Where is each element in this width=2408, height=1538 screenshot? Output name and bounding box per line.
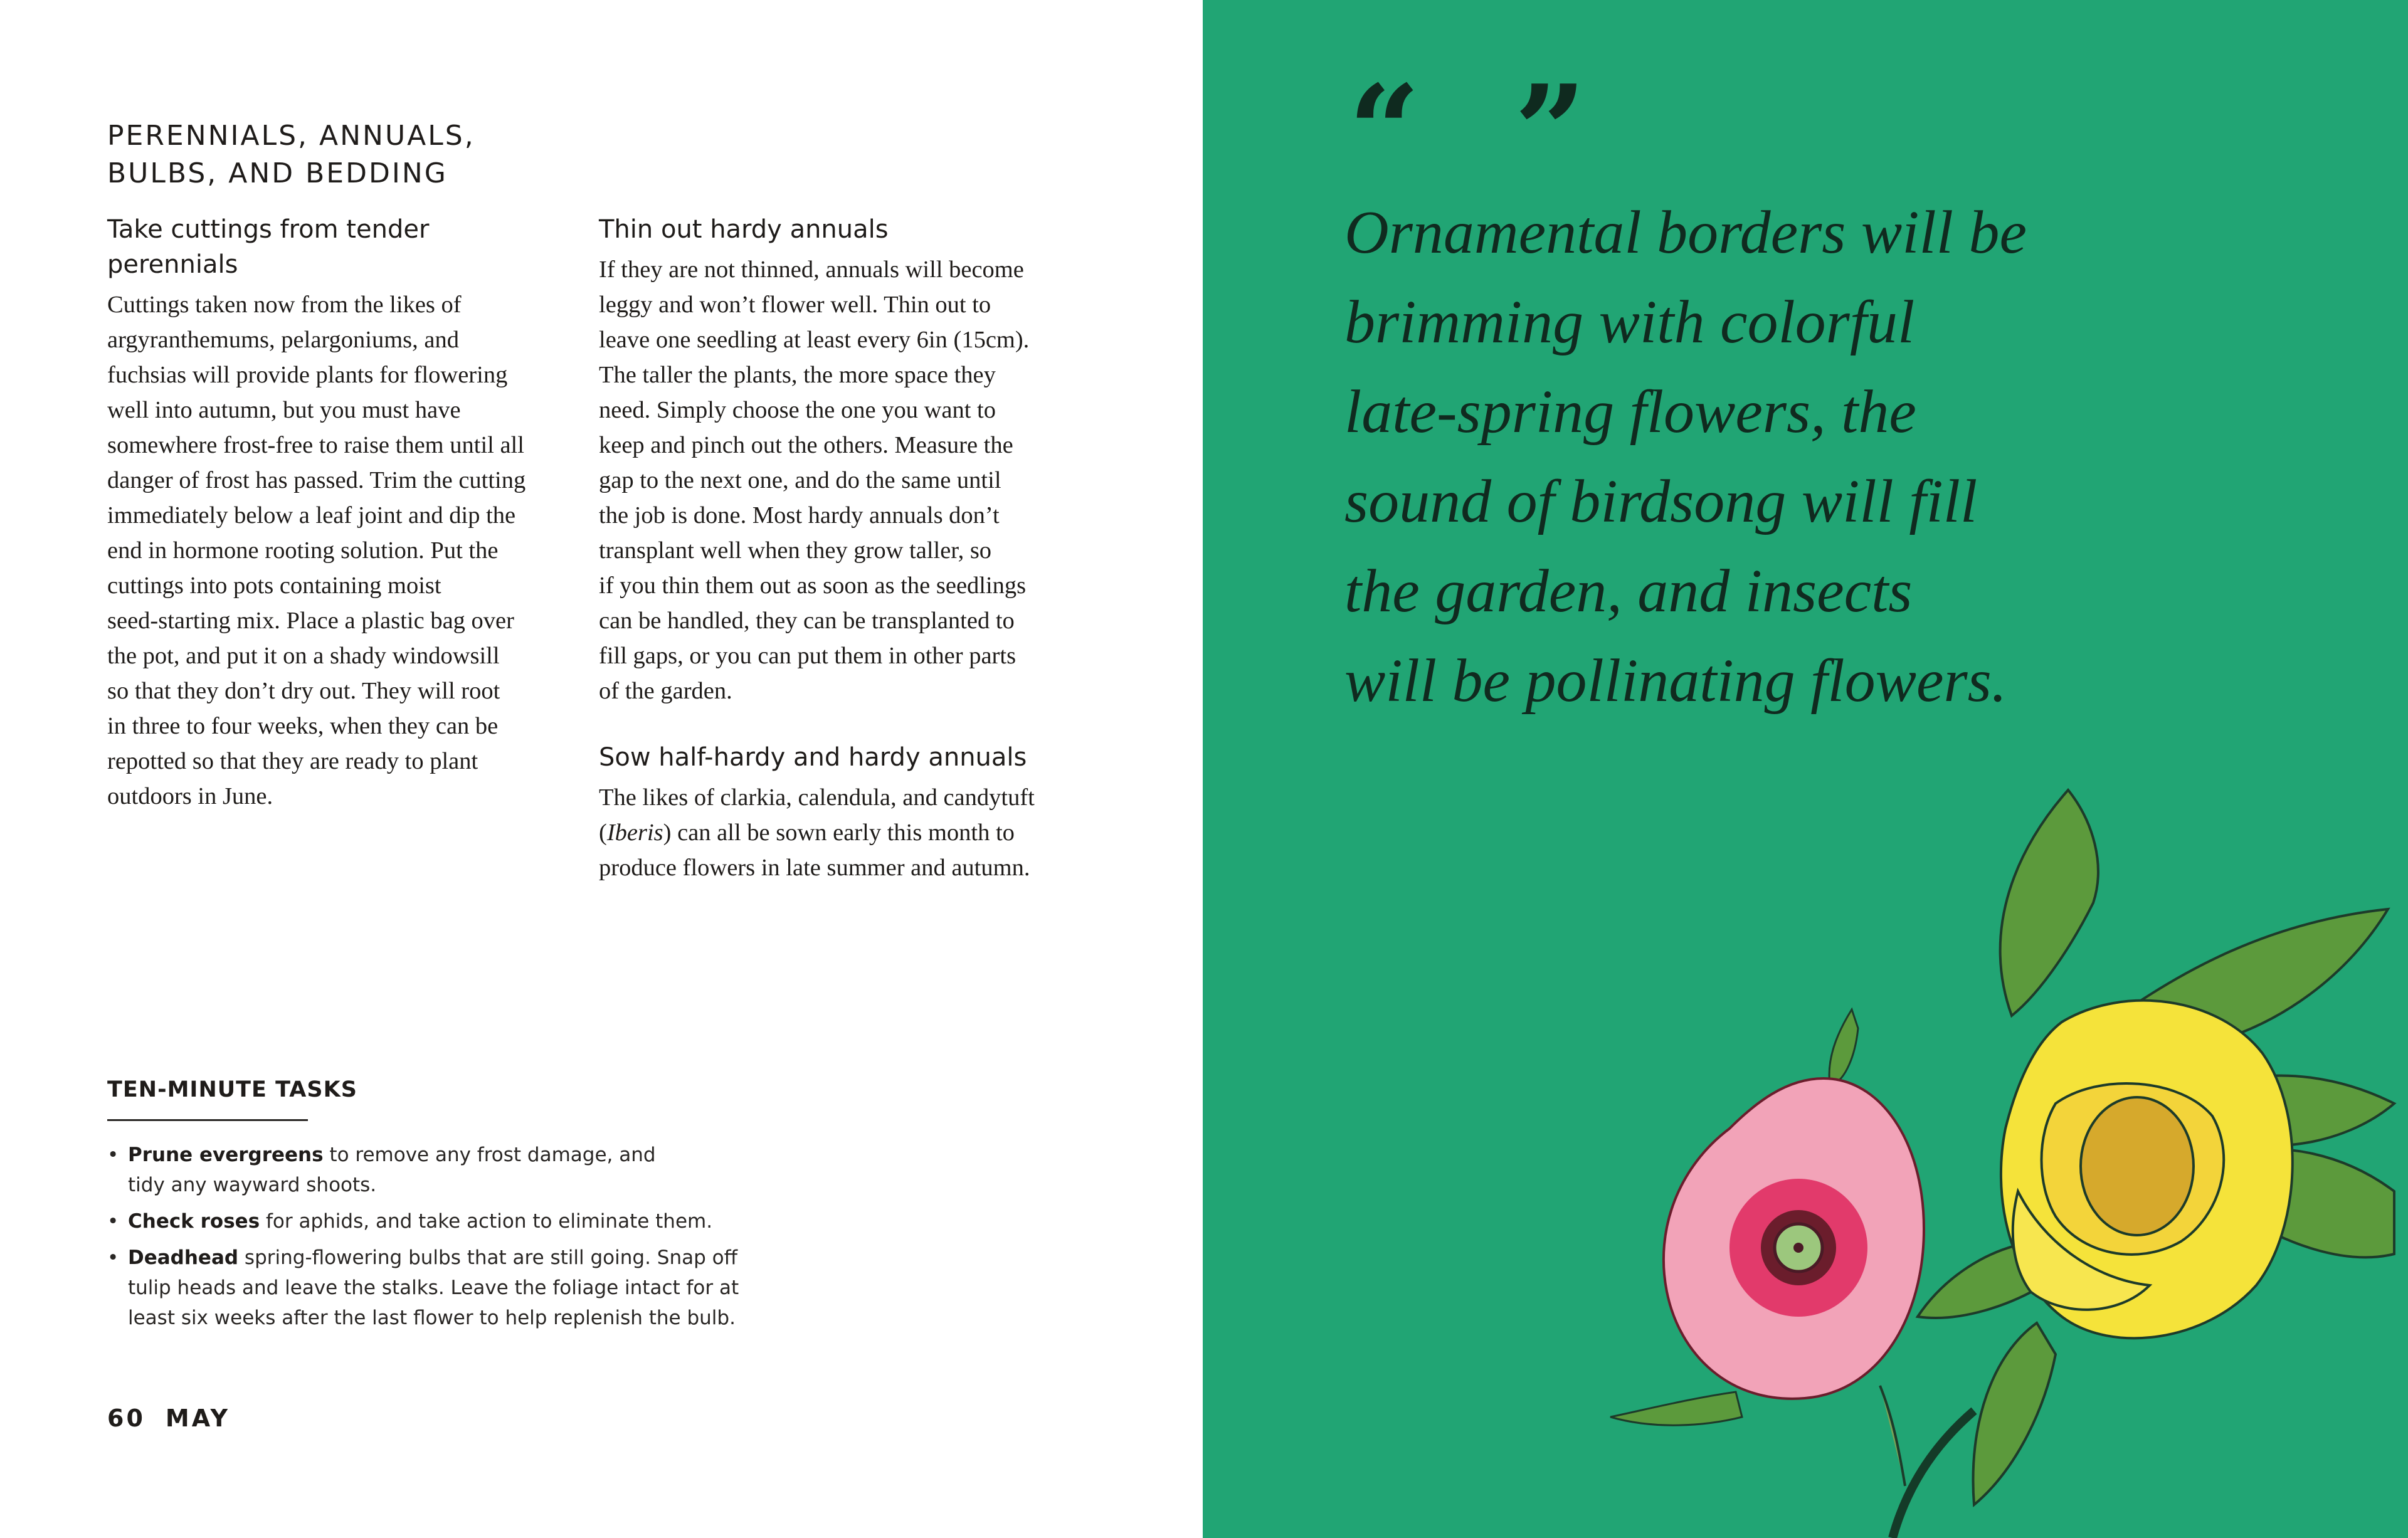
body-line: end in hormone rooting solution. Put the bbox=[107, 537, 499, 564]
quote-line: late-spring flowers, the bbox=[1344, 378, 1916, 446]
task-label: Check roses bbox=[128, 1210, 260, 1233]
body-line: leave one seedling at least every 6in (15cm). bbox=[599, 327, 1030, 353]
body-line: cuttings into pots containing moist bbox=[107, 572, 441, 599]
pull-quote bbox=[1344, 188, 2160, 726]
body-line: transplant well when they grow taller, so bbox=[599, 537, 992, 564]
body-line: the pot, and put it on a shady windowsill bbox=[107, 643, 500, 669]
body-line: seed-starting mix. Place a plastic bag over bbox=[107, 608, 514, 634]
spacer bbox=[599, 708, 1075, 740]
folio-month: MAY bbox=[165, 1404, 230, 1432]
body-line: can be handled, they can be transplanted to bbox=[599, 608, 1015, 634]
body-line: The likes of clarkia, calendula, and candytuft bbox=[599, 784, 1035, 811]
task-text: for aphids, and take action to eliminate them. bbox=[260, 1210, 713, 1233]
quote-marks-icon: “ ” bbox=[1348, 58, 1612, 205]
latin-name: Iberis bbox=[606, 819, 663, 846]
body-line: so that they don’t dry out. They will root bbox=[107, 678, 500, 704]
quote-line: Ornamental borders will be bbox=[1344, 199, 2027, 266]
flower-illustration bbox=[1203, 752, 2408, 1538]
bullet-icon: • bbox=[107, 1246, 119, 1269]
task-item bbox=[107, 1140, 692, 1200]
yellow-flower-icon bbox=[2001, 1001, 2293, 1339]
pink-flower-icon bbox=[1664, 1078, 1924, 1399]
section-title-line-2: BULBS, AND BEDDING bbox=[107, 157, 448, 190]
page-folio bbox=[107, 1404, 230, 1432]
body-line: if you thin them out as soon as the seedlings bbox=[599, 572, 1027, 599]
body-line: fuchsias will provide plants for flowering bbox=[107, 362, 508, 388]
body-line: gap to the next one, and do the same until bbox=[599, 467, 1001, 493]
body-line: produce flowers in late summer and autumn. bbox=[599, 855, 1030, 881]
task-label: Prune evergreens bbox=[128, 1144, 324, 1166]
bullet-icon: • bbox=[107, 1144, 119, 1166]
right-page bbox=[1203, 0, 2408, 1538]
body-line: leggy and won’t flower well. Thin out to bbox=[599, 292, 991, 318]
body-line: well into autumn, but you must have bbox=[107, 397, 461, 423]
ten-minute-tasks-divider bbox=[107, 1119, 308, 1121]
ten-minute-tasks-list bbox=[107, 1140, 828, 1339]
quote-line: will be pollinating flowers. bbox=[1344, 647, 2007, 715]
ten-minute-tasks-title: TEN-MINUTE TASKS bbox=[107, 1077, 357, 1102]
quote-line: the garden, and insects bbox=[1344, 557, 1913, 625]
body-line: repotted so that they are ready to plant bbox=[107, 748, 478, 774]
left-page bbox=[0, 0, 1203, 1538]
task-item bbox=[107, 1243, 780, 1333]
paren: ( bbox=[599, 819, 607, 846]
body-text-span: ) can all be sown early this month to bbox=[663, 819, 1015, 846]
page-number: 60 bbox=[107, 1404, 145, 1432]
article-body-thin-out bbox=[599, 252, 1075, 708]
body-line: danger of frost has passed. Trim the cutting bbox=[107, 467, 526, 493]
body-line: the job is done. Most hardy annuals don’t bbox=[599, 502, 1000, 529]
body-line: need. Simply choose the one you want to bbox=[599, 397, 996, 423]
task-item bbox=[107, 1206, 828, 1236]
quote-line: sound of birdsong will fill bbox=[1344, 468, 1978, 535]
column-right bbox=[599, 212, 1075, 885]
task-text: to remove any frost damage, and tidy any wayward shoots. bbox=[128, 1144, 656, 1196]
stem-icon bbox=[1893, 1411, 1974, 1538]
body-line: fill gaps, or you can put them in other parts bbox=[599, 643, 1017, 669]
article-heading-sow-annuals: Sow half-hardy and hardy annuals bbox=[599, 743, 1027, 772]
quote-line: brimming with colorful bbox=[1344, 288, 1915, 356]
body-line: argyranthemums, pelargoniums, and bbox=[107, 327, 459, 353]
section-title-line-1: PERENNIALS, ANNUALS, bbox=[107, 120, 475, 152]
body-line: The taller the plants, the more space they bbox=[599, 362, 996, 388]
section-title bbox=[107, 117, 609, 192]
body-line: immediately below a leaf joint and dip the bbox=[107, 502, 516, 529]
task-label: Deadhead bbox=[128, 1246, 239, 1269]
article-body-sow-annuals bbox=[599, 780, 1075, 885]
column-left bbox=[107, 212, 565, 814]
article-heading-thin-out: Thin out hardy annuals bbox=[599, 215, 889, 244]
body-line: of the garden. bbox=[599, 678, 732, 704]
body-line bbox=[599, 815, 1075, 850]
body-line: in three to four weeks, when they can be bbox=[107, 713, 499, 739]
bullet-icon: • bbox=[107, 1210, 119, 1233]
article-body-cuttings bbox=[107, 287, 565, 814]
body-line: keep and pinch out the others. Measure the bbox=[599, 432, 1013, 458]
body-line: If they are not thinned, annuals will become bbox=[599, 256, 1024, 283]
task-text: spring-flowering bulbs that are still going. Snap off tulip heads and leave the stalks. Leave the foliage intact for at least six weeks after the last flower to help replenish the bulb. bbox=[128, 1246, 739, 1329]
body-line: somewhere frost-free to raise them until all bbox=[107, 432, 524, 458]
article-heading-cuttings: Take cuttings from tender perennials bbox=[107, 215, 430, 279]
body-line: Cuttings taken now from the likes of bbox=[107, 292, 462, 318]
body-line: outdoors in June. bbox=[107, 783, 273, 809]
